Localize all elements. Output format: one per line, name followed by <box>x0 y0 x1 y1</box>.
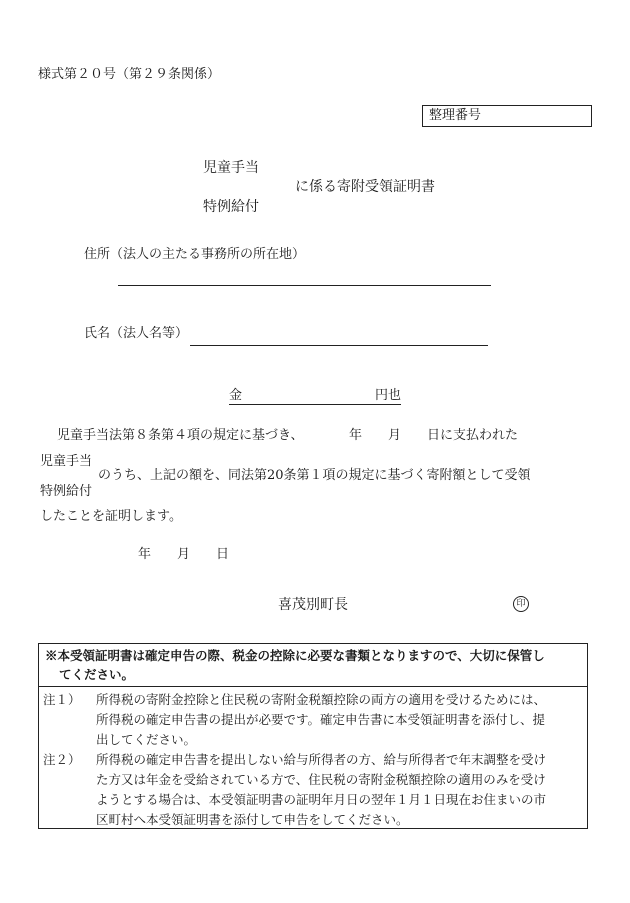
note-1-line-1: 所得税の寄附金控除と住民税の寄附金税額控除の両方の適用を受けるためには、 <box>96 692 547 707</box>
reference-number-label: 整理番号 <box>429 108 482 123</box>
note-1-label: 注１） <box>43 692 81 707</box>
body-line-3: したことを証明します。 <box>40 509 182 524</box>
reference-number-box[interactable] <box>422 105 592 127</box>
body-line-1: 児童手当法第８条第４項の規定に基づき、 年 月 日に支払われた <box>57 428 518 443</box>
body-option-special-benefit: 特例給付 <box>40 484 93 499</box>
notice-heading-line-1: ※本受領証明書は確定申告の際、税金の控除に必要な書類となりますので、大切に保管し <box>45 648 545 663</box>
note-2-label: 注２） <box>43 752 81 767</box>
issuer-mayor: 喜茂別町長 <box>278 597 348 613</box>
note-2-line-1: 所得税の確定申告書を提出しない給与所得者の方、給与所得者で年末調整を受け <box>96 752 547 767</box>
note-2-line-3: ようとする場合は、本受領証明書の証明年月日の翌年１月１日現在お住まいの市 <box>96 792 547 807</box>
issue-date: 年 月 日 <box>138 547 230 562</box>
amount-field-line[interactable] <box>229 404 401 405</box>
amount-prefix: 金 <box>229 388 243 403</box>
name-field-line[interactable] <box>190 345 488 346</box>
body-line-2: のうち、上記の額を、同法第20条第１項の規定に基づく寄附額として受領 <box>98 468 531 483</box>
title-option-child-allowance: 児童手当 <box>203 160 259 176</box>
amount-suffix: 円也 <box>375 388 402 403</box>
note-1-line-2: 所得税の確定申告書の提出が必要です。確定申告書に本受領証明書を添付し、提 <box>96 712 546 727</box>
seal-icon: 印 <box>513 596 529 612</box>
document-title: に係る寄附受領証明書 <box>295 179 435 195</box>
body-option-child-allowance: 児童手当 <box>40 454 93 469</box>
notice-box <box>38 643 588 829</box>
notice-heading-line-2: てください。 <box>59 667 135 682</box>
form-number: 様式第２０号（第２９条関係） <box>38 67 221 82</box>
name-label: 氏名（法人名等） <box>84 326 189 341</box>
address-label: 住所（法人の主たる事務所の所在地） <box>84 247 306 262</box>
note-1-line-3: 出してください。 <box>96 732 197 747</box>
address-field-line[interactable] <box>118 285 491 286</box>
note-2-line-4: 区町村へ本受領証明書を添付して申告をしてください。 <box>96 812 409 827</box>
notice-divider <box>39 686 587 687</box>
title-option-special-benefit: 特例給付 <box>203 199 259 215</box>
note-2-line-2: た方又は年金を受給されている方で、住民税の寄附金税額控除の適用のみを受け <box>96 772 546 787</box>
